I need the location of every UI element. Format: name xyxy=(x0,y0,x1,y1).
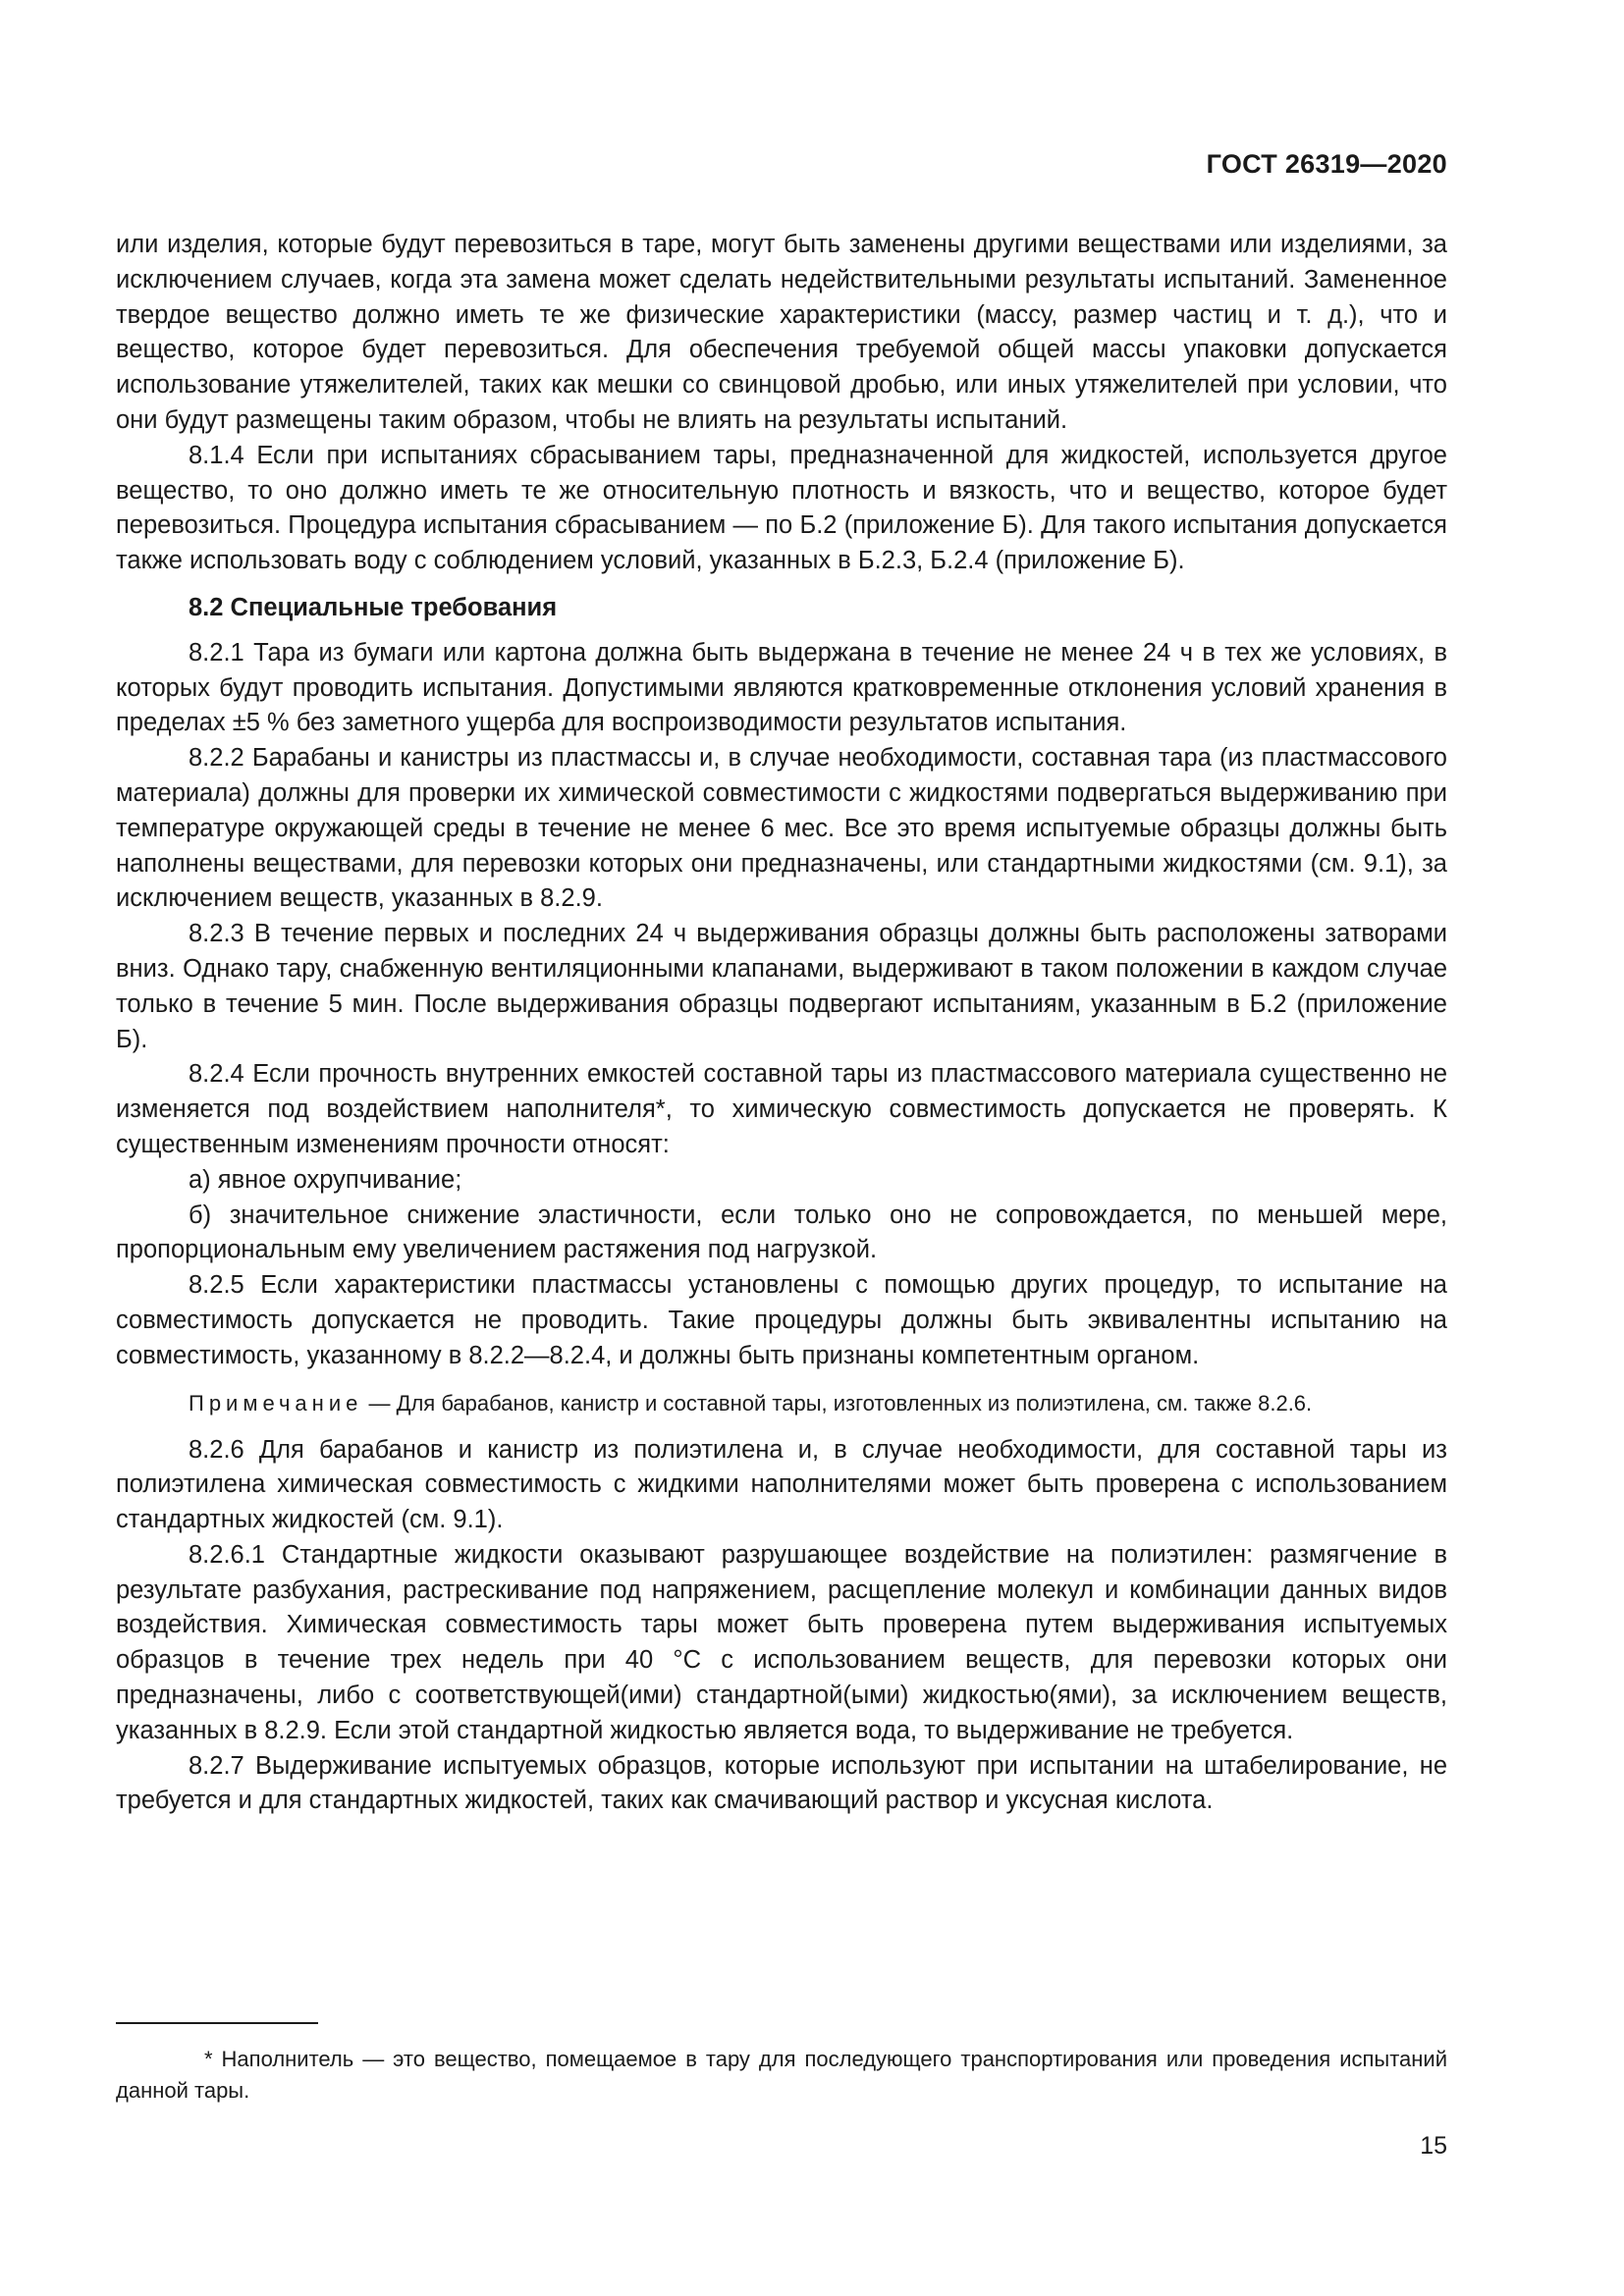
note-text: — Для барабанов, канистр и составной тары, изготовленных из полиэтилена, см. также 8.2.6. xyxy=(362,1390,1313,1415)
document-body xyxy=(116,228,1447,1819)
note xyxy=(116,1388,1447,1419)
clause-8-2-5: 8.2.5 Если характеристики пластмассы установлены с помощью других процедур, то испытание на совместимость допускается не проводить. Такие процедуры должны быть эквивалентны испытанию на совместимость, указанному в 8.2.2—8.2.4, и должны быть признаны компетентным органом. xyxy=(116,1271,1447,1369)
clause-8-2-6: 8.2.6 Для барабанов и канистр из полиэтилена и, в случае необходимости, для составной тары из полиэтилена химическая совместимость с жидкими наполнителями может быть проверена с использованием стандартных жидкостей (см. 9.1). xyxy=(116,1435,1447,1534)
section-heading-8-2: 8.2 Специальные требования xyxy=(189,593,558,621)
list-item-a: а) явное охрупчивание; xyxy=(189,1165,462,1194)
clause-8-2-3: 8.2.3 В течение первых и последних 24 ч выдерживания образцы должны быть расположены затворами вниз. Однако тару, снабженную вентиляционными клапанами, выдерживают в таком положении в каждом случае только в течение 5 мин. После выдерживания образцы подвергают испытаниям, указанным в Б.2 (приложение Б). xyxy=(116,920,1447,1053)
clause-8-2-1: 8.2.1 Тара из бумаги или картона должна быть выдержана в течение не менее 24 ч в тех же условиях, в которых будут проводить испытания. Допустимыми являются кратковременные отклонения условий хранения в пределах ±5 % без заметного ущерба для воспроизводимости результатов испытания. xyxy=(116,638,1447,737)
paragraph-continuation: или изделия, которые будут перевозиться в таре, могут быть заменены другими веществами или изделиями, за исключением случаев, когда эта замена может сделать недействительными результаты испытаний. Замененное твердое вещество должно иметь те же физические характеристики (массу, размер частиц и т. д.), что и вещество, которое будет перевозиться. Для обеспечения требуемой общей массы упаковки допускается использование утяжелителей, таких как мешки со свинцовой дробью, или иных утяжелителей при условии, что они будут размещены таким образом, чтобы не влиять на результаты испытаний. xyxy=(116,231,1447,434)
clause-8-2-7: 8.2.7 Выдерживание испытуемых образцов, которые используют при испытании на штабелирование, не требуется и для стандартных жидкостей, таких как смачивающий раствор и уксусная кислота. xyxy=(116,1751,1447,1815)
document-code-header: ГОСТ 26319—2020 xyxy=(1206,149,1447,179)
footnote: * Наполнитель — это вещество, помещаемое в тару для последующего транспортирования или проведения испытаний данной тары. xyxy=(116,2047,1447,2103)
footnote-divider xyxy=(116,2022,318,2024)
list-item-b: б) значительное снижение эластичности, если только оно не сопровождается, по меньшей мере, пропорциональным ему увеличением растяжения под нагрузкой. xyxy=(116,1201,1447,1264)
clause-8-1-4: 8.1.4 Если при испытаниях сбрасыванием тары, предназначенной для жидкостей, используется другое вещество, то оно должно иметь те же относительную плотность и вязкость, что и вещество, которое будет перевозиться. Процедура испытания сбрасыванием — по Б.2 (приложение Б). Для такого испытания допускается также использовать воду с соблюдением условий, указанных в Б.2.3, Б.2.4 (приложение Б). xyxy=(116,441,1447,575)
note-label: Примечание xyxy=(189,1390,363,1415)
page-number: 15 xyxy=(1420,2132,1447,2160)
clause-8-2-4: 8.2.4 Если прочность внутренних емкостей составной тары из пластмассового материала существенно не изменяется под воздействием наполнителя*, то химическую совместимость допускается не проверять. К существенным изменениям прочности относят: xyxy=(116,1060,1447,1158)
clause-8-2-2: 8.2.2 Барабаны и канистры из пластмассы и, в случае необходимости, составная тара (из пластмассового материала) должны для проверки их химической совместимости с жидкостями подвергаться выдерживанию при температуре окружающей среды в течение не менее 6 мес. Все это время испытуемые образцы должны быть наполнены веществами, для перевозки которых они предназначены, или стандартными жидкостями (см. 9.1), за исключением веществ, указанных в 8.2.9. xyxy=(116,744,1447,913)
clause-8-2-6-1: 8.2.6.1 Стандартные жидкости оказывают разрушающее воздействие на полиэтилен: размягчение в результате разбухания, растрескивание под напряжением, расщепление молекул и комбинации данных видов воздействия. Химическая совместимость тары может быть проверена путем выдерживания испытуемых образцов в течение трех недель при 40 °С с использованием веществ, для перевозки которых они предназначены, либо с соответствующей(ими) стандартной(ыми) жидкостью(ями), за исключением веществ, указанных в 8.2.9. Если этой стандартной жидкостью является вода, то выдерживание не требуется. xyxy=(116,1540,1447,1744)
